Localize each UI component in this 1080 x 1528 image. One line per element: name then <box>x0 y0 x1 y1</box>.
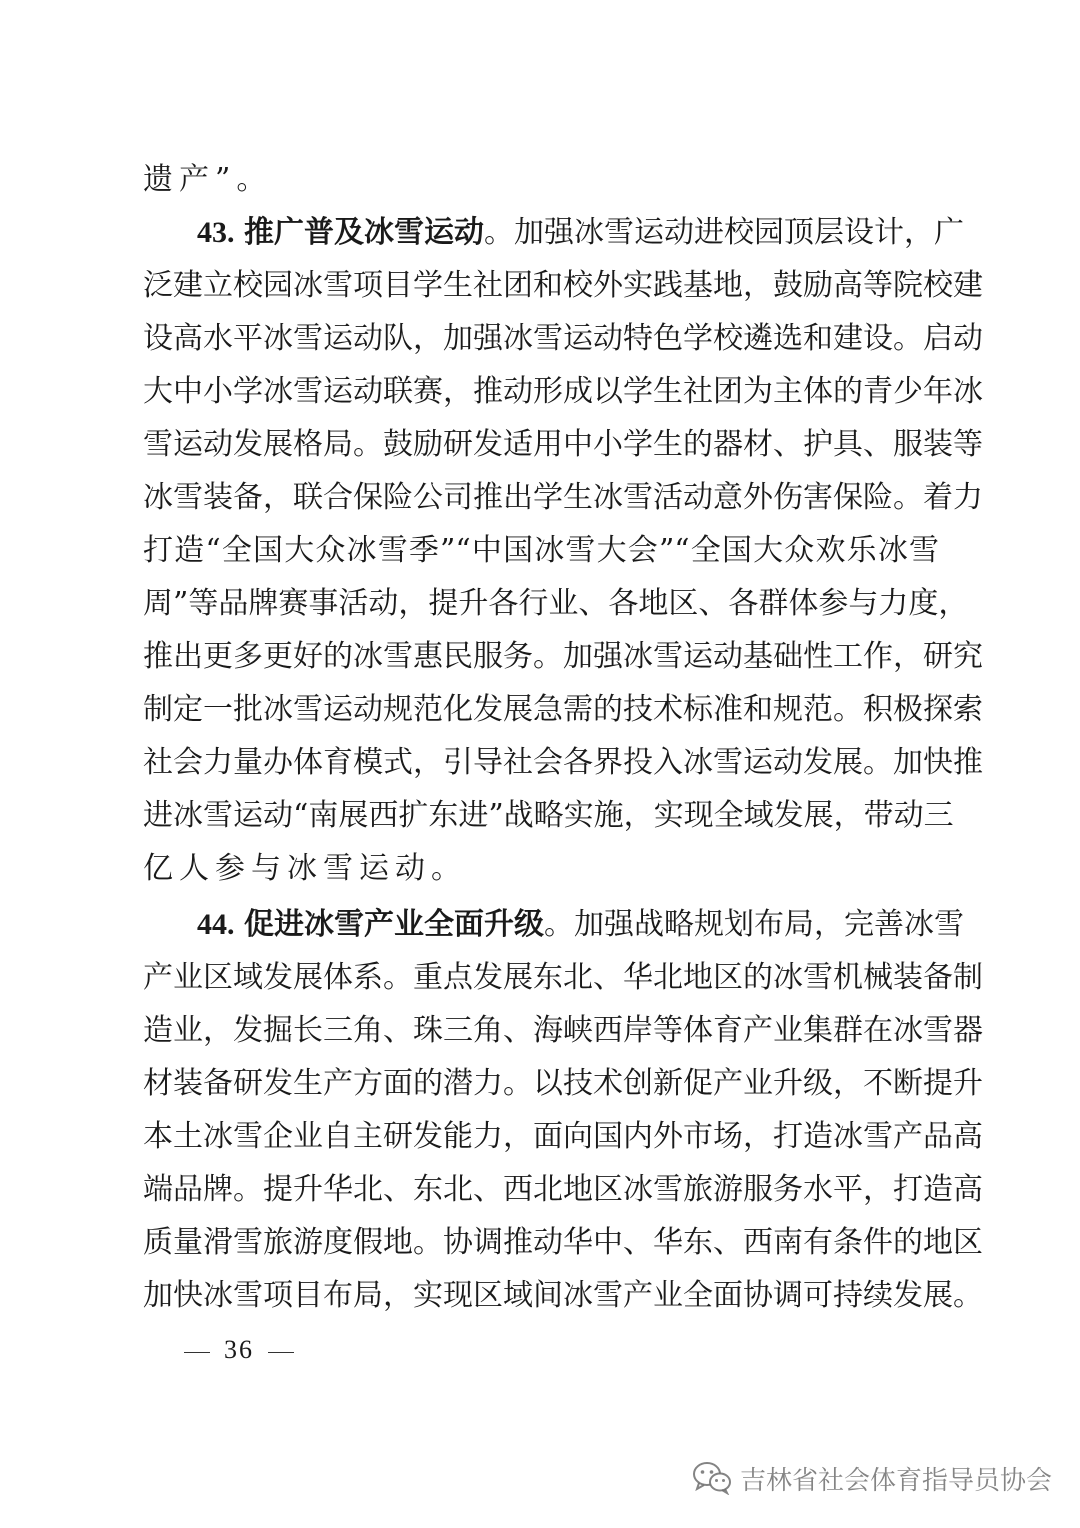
section-number: 43. <box>197 216 235 249</box>
text-line: 制定一批冰雪运动规范化发展急需的技术标准和规范。积极探索 <box>143 692 983 727</box>
page-number <box>170 1333 308 1367</box>
text-line: 造业，发掘长三角、珠三角、海峡西岸等体育产业集群在冰雪器 <box>143 1013 983 1048</box>
section-heading: 促进冰雪产业全面升级 <box>244 907 545 942</box>
page-number-value: 36 <box>224 1335 254 1364</box>
section-heading: 推广普及冰雪运动 <box>244 215 485 250</box>
text-line: 端品牌。提升华北、东北、西北地区冰雪旅游服务水平，打造高 <box>143 1172 983 1207</box>
text-line: 打造“全国大众冰雪季”“中国冰雪大会”“全国大众欢乐冰雪 <box>143 533 939 568</box>
dash-left <box>184 1352 210 1353</box>
text-line: 大中小学冰雪运动联赛，推动形成以学生社团为主体的青少年冰 <box>143 374 983 409</box>
watermark <box>692 1458 1052 1498</box>
text-line: 雪运动发展格局。鼓励研发适用中小学生的器材、护具、服装等 <box>143 427 983 462</box>
text-line: 进冰雪运动“南展西扩东进”战略实施，实现全域发展，带动三 <box>143 798 954 833</box>
section-44-heading-line <box>197 905 965 945</box>
section-43-heading-line <box>197 213 965 253</box>
text-line: 遗产”。 <box>143 162 273 197</box>
text-fragment: 。加强冰雪运动进校园顶层设计，广 <box>484 215 965 250</box>
watermark-text: 吉林省社会体育指导员协会 <box>739 1465 1052 1496</box>
text-line: 本土冰雪企业自主研发能力，面向国内外市场，打造冰雪产品高 <box>143 1119 983 1154</box>
text-line: 材装备研发生产方面的潜力。以技术创新促产业升级，不断提升 <box>143 1066 983 1101</box>
text-line: 泛建立校园冰雪项目学生社团和校外实践基地，鼓励高等院校建 <box>143 268 983 303</box>
text-line: 冰雪装备，联合保险公司推出学生冰雪活动意外伤害保险。着力 <box>143 480 983 515</box>
text-line: 亿人参与冰雪运动。 <box>143 851 467 886</box>
text-line: 社会力量办体育模式，引导社会各界投入冰雪运动发展。加快推 <box>143 745 983 780</box>
wechat-icon <box>692 1461 732 1495</box>
text-fragment: 。加强战略规划布局，完善冰雪 <box>544 907 965 942</box>
text-line: 加快冰雪项目布局，实现区域间冰雪产业全面协调可持续发展。 <box>143 1278 983 1313</box>
dash-right <box>268 1352 294 1353</box>
text-line: 质量滑雪旅游度假地。协调推动华中、华东、西南有条件的地区 <box>143 1225 983 1260</box>
text-line: 设高水平冰雪运动队，加强冰雪运动特色学校遴选和建设。启动 <box>143 321 983 356</box>
section-number: 44. <box>197 908 235 941</box>
text-line: 推出更多更好的冰雪惠民服务。加强冰雪运动基础性工作，研究 <box>143 639 983 674</box>
text-line: 产业区域发展体系。重点发展东北、华北地区的冰雪机械装备制 <box>143 960 983 995</box>
text-line: 周”等品牌赛事活动，提升各行业、各地区、各群体参与力度， <box>143 586 969 621</box>
